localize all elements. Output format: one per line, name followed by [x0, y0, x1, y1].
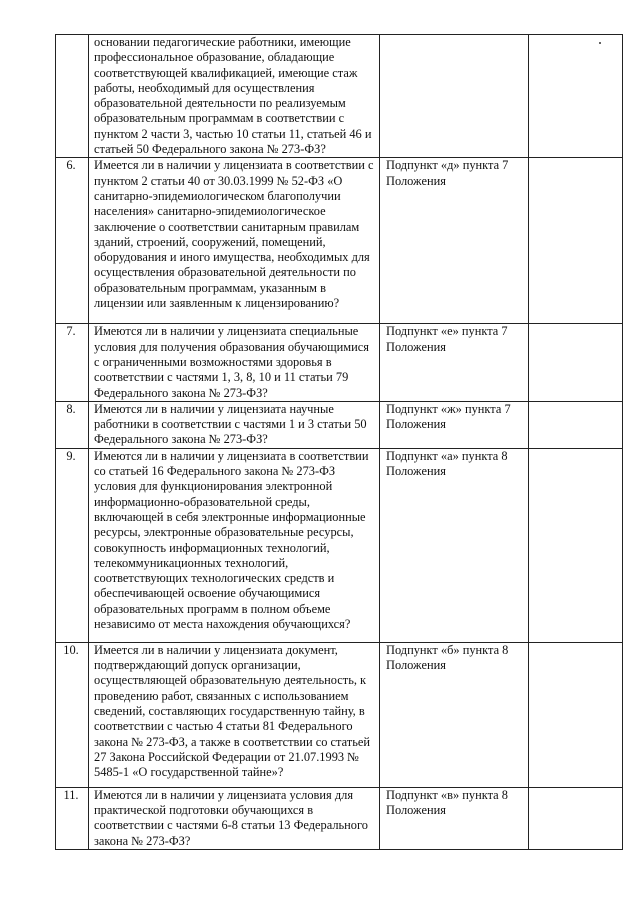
row-reference: Подпункт «ж» пункта 7 Положения — [380, 401, 529, 448]
row-number: 8. — [56, 401, 89, 448]
row-reference: Подпункт «д» пункта 7 Положения — [380, 158, 529, 324]
table-row — [56, 401, 623, 448]
row-reference: Подпункт «б» пункта 8 Положения — [380, 642, 529, 787]
row-question: Имеются ли в наличии у лицензиата условия для практической подготовки обучающихся в соответствии с частями 6-8 статьи 13 Федерального закона № 273-ФЗ? — [89, 787, 380, 849]
row-answer — [529, 787, 623, 849]
row-question: Имеются ли в наличии у лицензиата в соответствии со статьей 16 Федерального закона № 273-ФЗ условия для функционирования электронной информационно-образовательной среды, включающей в себя электронные информационные ресурсы, электронные образовательные ресурсы, совокупность информационных технологий, телекоммуникационных технологий, соответствующих технологических средств и обеспечивающей освоение обучающимися образовательных программ в полном объеме независимо от места нахождения обучающихся? — [89, 448, 380, 642]
row-reference: Подпункт «е» пункта 7 Положения — [380, 324, 529, 401]
row-number: 10. — [56, 642, 89, 787]
checklist-table — [55, 34, 623, 850]
table-row — [56, 35, 623, 158]
row-number: 9. — [56, 448, 89, 642]
row-number: 6. — [56, 158, 89, 324]
table-row — [56, 448, 623, 642]
row-question: Имеется ли в наличии у лицензиата документ, подтверждающий допуск организации, осуществляющей образовательную деятельность, к проведению работ, связанных с использованием сведений, составляющих государственную тайну, в соответствии с частью 4 статьи 81 Федерального закона № 273-ФЗ, а также в соответствии со статьей 27 Закона Российской Федерации от 21.07.1993 № 5485-1 «О государственной тайне»? — [89, 642, 380, 787]
row-question: основании педагогические работники, имеющие профессиональное образование, обладающие соответствующей квалификацией, имеющие стаж работы, необходимый для осуществления образовательной деятельности по реализуемым образовательным программам в соответствии с пунктом 2 части 3, частью 10 статьи 11, статьей 46 и статьей 50 Федерального закона № 273-ФЗ? — [89, 35, 380, 158]
row-reference: Подпункт «в» пункта 8 Положения — [380, 787, 529, 849]
table-row — [56, 158, 623, 324]
scan-speck — [599, 42, 601, 44]
row-number — [56, 35, 89, 158]
row-answer — [529, 158, 623, 324]
row-answer — [529, 35, 623, 158]
row-reference: Подпункт «а» пункта 8 Положения — [380, 448, 529, 642]
row-answer — [529, 324, 623, 401]
row-reference — [380, 35, 529, 158]
table-row — [56, 324, 623, 401]
row-question: Имеется ли в наличии у лицензиата в соответствии с пунктом 2 статьи 40 от 30.03.1999 № 52-ФЗ «О санитарно-эпидемиологическом благополучии населения» санитарно-эпидемиологическое заключение о соответствии санитарным правилам зданий, строений, сооружений, помещений, оборудования и иного имущества, необходимых для осуществления образовательной деятельности по образовательным программам, указанным в лицензии или заявленным к лицензированию? — [89, 158, 380, 324]
row-question: Имеются ли в наличии у лицензиата специальные условия для получения образования обучающимися с ограниченными возможностями здоровья в соответствии с частями 1, 3, 8, 10 и 11 статьи 79 Федерального закона № 273-ФЗ? — [89, 324, 380, 401]
row-number: 11. — [56, 787, 89, 849]
row-question: Имеются ли в наличии у лицензиата научные работники в соответствии с частями 1 и 3 статьи 50 Федерального закона № 273-ФЗ? — [89, 401, 380, 448]
table-row — [56, 642, 623, 787]
row-number: 7. — [56, 324, 89, 401]
row-answer — [529, 642, 623, 787]
table-row — [56, 787, 623, 849]
row-answer — [529, 401, 623, 448]
row-answer — [529, 448, 623, 642]
